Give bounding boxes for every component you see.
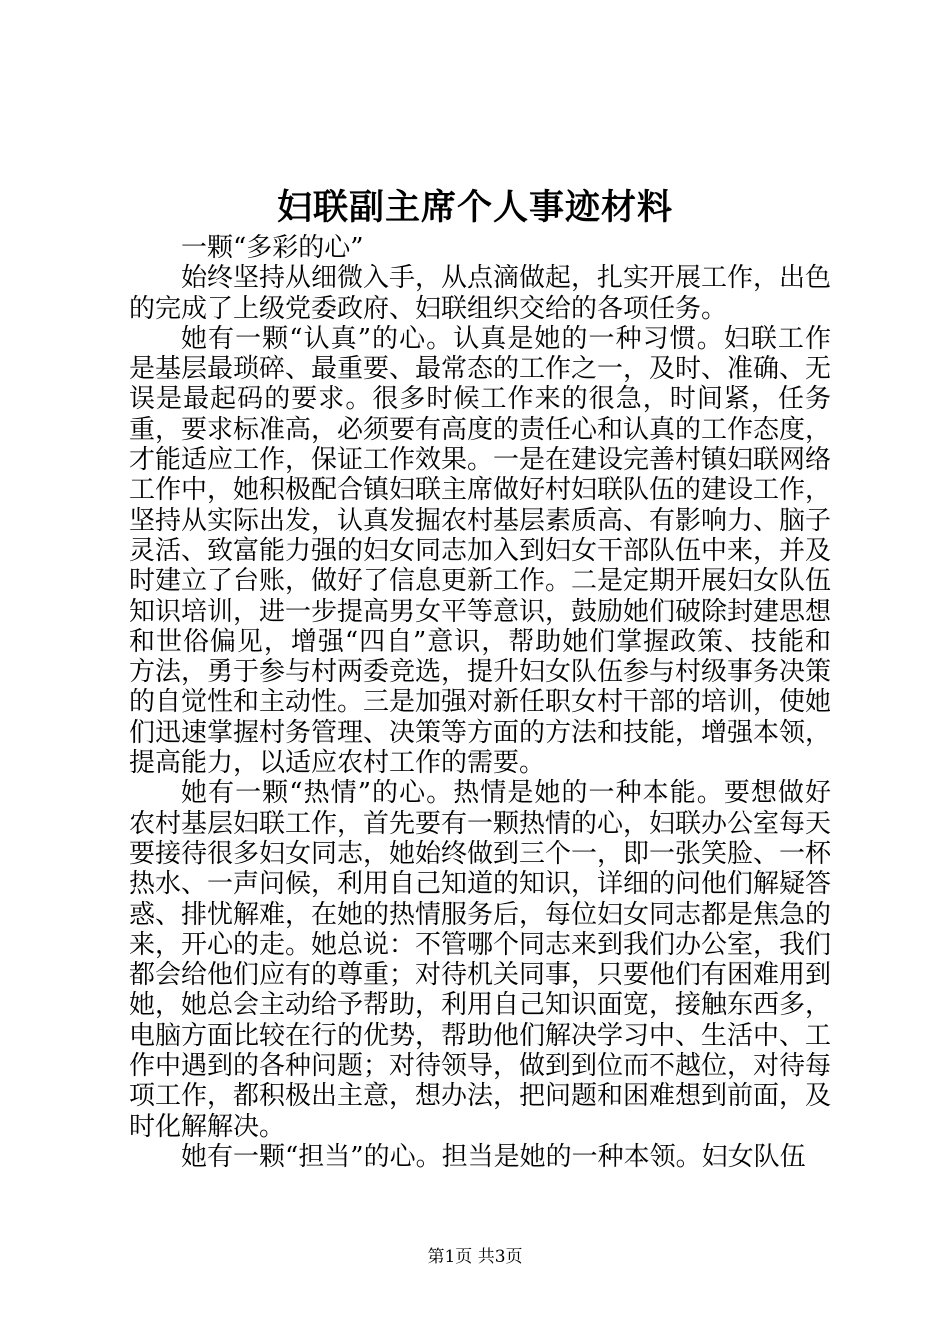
page-footer: 第1页 共3页 — [427, 1247, 523, 1267]
paragraph: 她有一颗“热情”的心。热情是她的一种本能。要想做好农村基层妇联工作，首先要有一颗热情的心，妇联办公室每天要接待很多妇女同志，她始终做到三个一，即一张笑脸、一杯热水、一声问候，利用自己知道的知识，详细的问他们解疑答惑、排忧解难，在她的热情服务后，每位妇女同志都是焦急的来，开心的走。她总说：不管哪个同志来到我们办公室，我们都会给他们应有的尊重；对待机关同事，只要他们有困难用到她，她总会主动给予帮助，利用自己知识面宽，接触东西多，电脑方面比较在行的优势，帮助他们解决学习中、生活中、工作中遇到的各种问题；对待领导，做到到位而不越位，对待每项工作，都积极出主意，想办法，把问题和困难想到前面，及时化解解决。 — [129, 778, 832, 1142]
paragraph-subtitle: 一颗“多彩的心” — [181, 233, 364, 263]
paragraph: 始终坚持从细微入手，从点滴做起，扎实开展工作，出色的完成了上级党委政府、妇联组织交给的各项任务。 — [129, 263, 832, 324]
document-body — [129, 233, 831, 1172]
document-title: 妇联副主席个人事迹材料 — [276, 187, 673, 228]
paragraph: 她有一颗“认真”的心。认真是她的一种习惯。妇联工作是基层最琐碎、最重要、最常态的工作之一，及时、准确、无误是最起码的要求。很多时候工作来的很急，时间紧，任务重，要求标准高，必须要有高度的责任心和认真的工作态度，才能适应工作，保证工作效果。一是在建设完善村镇妇联网络工作中，她积极配合镇妇联主席做好村妇联队伍的建设工作，坚持从实际出发，认真发掘农村基层素质高、有影响力、脑子灵活、致富能力强的妇女同志加入到妇女干部队伍中来，并及时建立了台账，做好了信息更新工作。二是定期开展妇女队伍知识培训，进一步提高男女平等意识，鼓励她们破除封建思想和世俗偏见，增强“四自”意识，帮助她们掌握政策、技能和方法，勇于参与村两委竞选，提升妇女队伍参与村级事务决策的自觉性和主动性。三是加强对新任职女村干部的培训，使她们迅速掌握村务管理、决策等方面的方法和技能，增强本领，提高能力，以适应农村工作的需要。 — [129, 323, 832, 779]
paragraph: 她有一颗“担当”的心。担当是她的一种本领。妇女队伍 — [181, 1141, 806, 1172]
